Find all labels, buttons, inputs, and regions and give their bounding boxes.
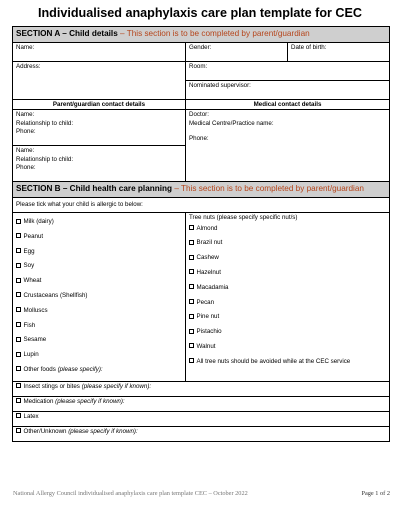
medication-hint: (please specify if known): bbox=[55, 397, 125, 405]
tree-nuts-header: Tree nuts (please specify specific nut/s) bbox=[189, 214, 298, 221]
tree-nut-option[interactable] bbox=[189, 238, 386, 253]
gender-field[interactable] bbox=[186, 43, 288, 62]
page-footer bbox=[13, 490, 390, 497]
supervisor-field[interactable] bbox=[186, 81, 390, 100]
checkbox-icon[interactable] bbox=[189, 240, 194, 245]
allergy-option[interactable] bbox=[16, 321, 182, 336]
contact-2-name-label: Name: bbox=[16, 147, 35, 154]
tree-nut-option[interactable] bbox=[189, 224, 386, 239]
page-title: Individualised anaphylaxis care plan template for CEC bbox=[37, 6, 363, 20]
allergy-option-other-foods[interactable] bbox=[16, 365, 182, 380]
allergy-option[interactable] bbox=[16, 217, 182, 232]
section-b-hint: – This section is to be completed by parent/guardian bbox=[172, 184, 364, 194]
checkbox-icon[interactable] bbox=[16, 307, 21, 312]
section-a-hint: – This section is to be completed by parent/guardian bbox=[117, 29, 310, 39]
allergy-option[interactable] bbox=[16, 291, 182, 306]
medical-phone-label: Phone: bbox=[189, 135, 209, 143]
checkbox-icon[interactable] bbox=[16, 219, 21, 224]
other-unknown-label: Other/Unknown bbox=[23, 427, 67, 435]
checkbox-icon[interactable] bbox=[16, 337, 21, 342]
section-b-title: SECTION B – Child health care planning bbox=[16, 184, 173, 194]
supervisor-label: Nominated supervisor: bbox=[189, 82, 251, 89]
tree-nut-option-all[interactable] bbox=[189, 357, 386, 372]
checkbox-icon[interactable] bbox=[16, 248, 21, 253]
tree-nut-label: Almond bbox=[196, 224, 218, 232]
tree-nut-option[interactable] bbox=[189, 268, 386, 283]
allergy-option-label: Molluscs bbox=[23, 306, 48, 314]
tree-nut-option[interactable] bbox=[189, 342, 386, 357]
checkbox-icon[interactable] bbox=[16, 263, 21, 268]
tree-nut-label: Pine nut bbox=[196, 313, 220, 321]
tree-nut-label: Pistachio bbox=[196, 328, 222, 336]
allergy-option[interactable] bbox=[16, 232, 182, 247]
room-field[interactable] bbox=[186, 62, 390, 81]
checkbox-icon[interactable] bbox=[16, 383, 21, 388]
medication-row[interactable] bbox=[13, 396, 390, 411]
address-label: Address: bbox=[16, 63, 41, 70]
parent-contact-1[interactable] bbox=[13, 110, 186, 146]
allergy-option[interactable] bbox=[16, 335, 182, 350]
checkbox-icon[interactable] bbox=[189, 343, 194, 348]
allergy-option-label: Wheat bbox=[23, 277, 42, 285]
contact-2-phone-label: Phone: bbox=[16, 164, 36, 172]
allergy-option-label: Lupin bbox=[23, 351, 39, 359]
allergy-option-label: Egg bbox=[23, 247, 35, 255]
insect-label: Insect stings or bites bbox=[23, 382, 80, 390]
contact-1-relationship-label: Relationship to child: bbox=[16, 119, 74, 127]
tree-nut-label: Walnut bbox=[196, 342, 216, 350]
room-label: Room: bbox=[189, 63, 208, 70]
checkbox-icon[interactable] bbox=[16, 398, 21, 403]
allergy-option[interactable] bbox=[16, 306, 182, 321]
checkbox-icon[interactable] bbox=[16, 233, 21, 238]
other-foods-label: Other foods bbox=[23, 365, 56, 373]
tree-nut-option[interactable] bbox=[189, 327, 386, 342]
checkbox-icon[interactable] bbox=[189, 284, 194, 289]
allergy-option-label: Milk (dairy) bbox=[23, 218, 54, 225]
tree-nuts-list bbox=[186, 213, 390, 382]
care-plan-form bbox=[12, 26, 390, 442]
medical-contact-details[interactable] bbox=[186, 110, 390, 182]
contact-1-phone-label: Phone: bbox=[16, 128, 36, 136]
tree-nut-label: Cashew bbox=[196, 254, 219, 262]
checkbox-icon[interactable] bbox=[189, 299, 194, 304]
latex-row[interactable] bbox=[13, 411, 390, 426]
child-name-label: Name: bbox=[16, 44, 35, 51]
allergy-option[interactable] bbox=[16, 247, 182, 262]
other-unknown-row[interactable] bbox=[13, 426, 390, 441]
allergy-option[interactable] bbox=[16, 350, 182, 365]
insect-stings-row[interactable] bbox=[13, 381, 390, 396]
tree-nut-option[interactable] bbox=[189, 298, 386, 313]
tree-nut-label: Macadamia bbox=[196, 283, 229, 291]
checkbox-icon[interactable] bbox=[189, 358, 194, 363]
checkbox-icon[interactable] bbox=[16, 322, 21, 327]
section-a-header bbox=[13, 27, 390, 43]
dob-label: Date of birth: bbox=[291, 44, 327, 51]
allergy-option-label: Soy bbox=[23, 262, 35, 270]
page-number: Page 1 of 2 bbox=[361, 490, 390, 497]
allergy-option[interactable] bbox=[16, 276, 182, 291]
medication-label: Medication bbox=[23, 397, 54, 405]
tree-nut-label: Brazil nut bbox=[196, 239, 223, 247]
food-allergy-list bbox=[13, 213, 186, 382]
latex-label: Latex bbox=[23, 412, 39, 420]
dob-field[interactable] bbox=[288, 43, 390, 62]
checkbox-icon[interactable] bbox=[16, 366, 21, 371]
medical-contact-header: Medical contact details bbox=[186, 100, 390, 110]
checkbox-icon[interactable] bbox=[189, 269, 194, 274]
address-field[interactable] bbox=[13, 62, 186, 100]
checkbox-icon[interactable] bbox=[189, 314, 194, 319]
gender-label: Gender: bbox=[189, 44, 212, 51]
contact-1-name-label: Name: bbox=[16, 111, 35, 118]
footer-text: National Allergy Council individualised anaphylaxis care plan template CEC – October 2022 bbox=[13, 490, 248, 497]
checkbox-icon[interactable] bbox=[16, 413, 21, 418]
allergy-option-label: Crustaceans (Shellfish) bbox=[23, 291, 88, 299]
doctor-label: Doctor: bbox=[189, 111, 209, 118]
section-a-title: SECTION A – Child details bbox=[16, 29, 118, 39]
checkbox-icon[interactable] bbox=[16, 278, 21, 283]
medical-centre-label: Medical Centre/Practice name: bbox=[189, 119, 274, 127]
tree-nut-option[interactable] bbox=[189, 253, 386, 268]
tree-nut-label: All tree nuts should be avoided while at the CEC service bbox=[196, 357, 351, 365]
other-foods-hint: (please specify): bbox=[57, 365, 103, 373]
tree-nut-label: Hazelnut bbox=[196, 268, 221, 276]
checkbox-icon[interactable] bbox=[189, 225, 194, 230]
parent-contact-2[interactable] bbox=[13, 146, 186, 182]
contact-2-relationship-label: Relationship to child: bbox=[16, 155, 74, 163]
section-b-header bbox=[13, 182, 390, 198]
checkbox-icon[interactable] bbox=[189, 329, 194, 334]
insect-hint: (please specify if known): bbox=[81, 382, 152, 390]
allergy-option[interactable] bbox=[16, 261, 182, 276]
child-name-field[interactable] bbox=[13, 43, 186, 62]
allergy-option-label: Fish bbox=[23, 321, 36, 329]
tree-nut-option[interactable] bbox=[189, 283, 386, 298]
allergy-instruction: Please tick what your child is allergic to below: bbox=[13, 198, 390, 213]
tree-nut-label: Pecan bbox=[196, 298, 215, 306]
checkbox-icon[interactable] bbox=[189, 255, 194, 260]
allergy-option-label: Sesame bbox=[23, 336, 47, 344]
parent-contact-header: Parent/guardian contact details bbox=[13, 100, 186, 110]
tree-nut-option[interactable] bbox=[189, 312, 386, 327]
allergy-option-label: Peanut bbox=[23, 232, 44, 240]
checkbox-icon[interactable] bbox=[16, 428, 21, 433]
other-unknown-hint: (please specify if known): bbox=[68, 427, 138, 435]
checkbox-icon[interactable] bbox=[16, 352, 21, 357]
checkbox-icon[interactable] bbox=[16, 292, 21, 297]
